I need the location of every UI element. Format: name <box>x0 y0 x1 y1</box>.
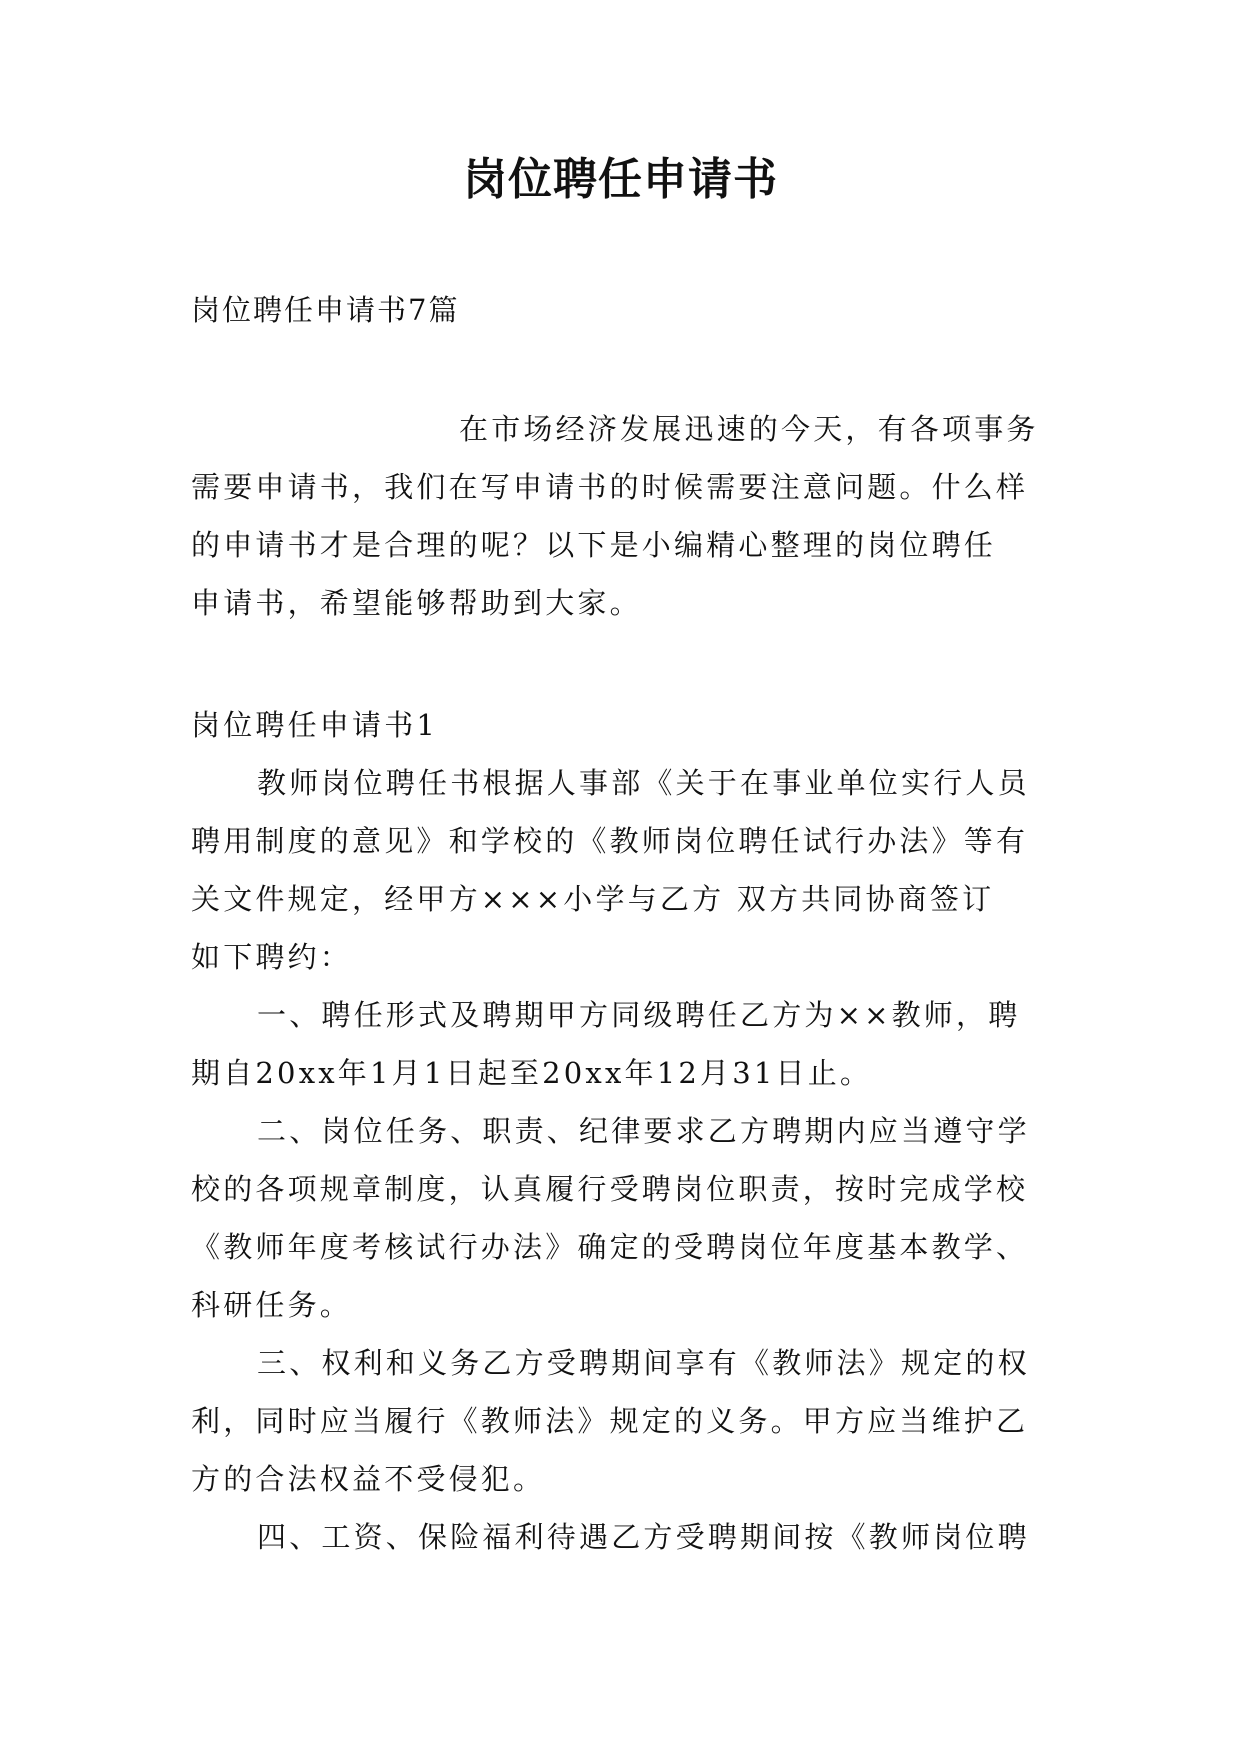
paragraph-line: 校的各项规章制度，认真履行受聘岗位职责，按时完成学校 <box>191 1172 1029 1206</box>
document-subtitle: 岗位聘任申请书7篇 <box>191 293 460 327</box>
paragraph-line: 三、权利和义务乙方受聘期间享有《教师法》规定的权 <box>257 1346 1030 1380</box>
paragraph-clause-4 <box>191 1508 1051 1566</box>
paragraph-line: 利，同时应当履行《教师法》规定的义务。甲方应当维护乙 <box>191 1404 1029 1438</box>
paragraph-line: 方的合法权益不受侵犯。 <box>191 1462 546 1496</box>
paragraph-line: 《教师年度考核试行办法》确定的受聘岗位年度基本教学、 <box>191 1230 1029 1264</box>
paragraph-line: 关文件规定，经甲方×××小学与乙方 双方共同协商签订 <box>191 882 995 916</box>
paragraph-line: 聘用制度的意见》和学校的《教师岗位聘任试行办法》等有 <box>191 824 1029 858</box>
intro-line: 的申请书才是合理的呢？以下是小编精心整理的岗位聘任 <box>191 528 997 562</box>
intro-line: 申请书，希望能够帮助到大家。 <box>191 586 642 620</box>
paragraph-preamble <box>191 754 1051 986</box>
paragraph-clause-2 <box>191 1102 1051 1334</box>
paragraph-line: 二、岗位任务、职责、纪律要求乙方聘期内应当遵守学 <box>257 1114 1030 1148</box>
document-title: 岗位聘任申请书 <box>463 154 778 205</box>
paragraph-line: 教师岗位聘任书根据人事部《关于在事业单位实行人员 <box>257 766 1030 800</box>
section-1 <box>191 696 1051 1566</box>
section-heading: 岗位聘任申请书1 <box>191 708 439 742</box>
paragraph-clause-3 <box>191 1334 1051 1508</box>
paragraph-line: 四、工资、保险福利待遇乙方受聘期间按《教师岗位聘 <box>257 1520 1030 1554</box>
intro-line: 在市场经济发展迅速的今天，有各项事务 <box>459 412 1039 446</box>
paragraph-clause-1 <box>191 986 1051 1102</box>
paragraph-line: 科研任务。 <box>191 1288 353 1322</box>
paragraph-line: 一、聘任形式及聘期甲方同级聘任乙方为××教师，聘 <box>257 998 1021 1032</box>
paragraph-line: 如下聘约： <box>191 940 353 974</box>
paragraph-line: 期自20xx年1月1日起至20xx年12月31日止。 <box>191 1056 873 1090</box>
intro-line: 需要申请书，我们在写申请书的时候需要注意问题。什么样 <box>191 470 1029 504</box>
intro-paragraph <box>191 400 1051 632</box>
